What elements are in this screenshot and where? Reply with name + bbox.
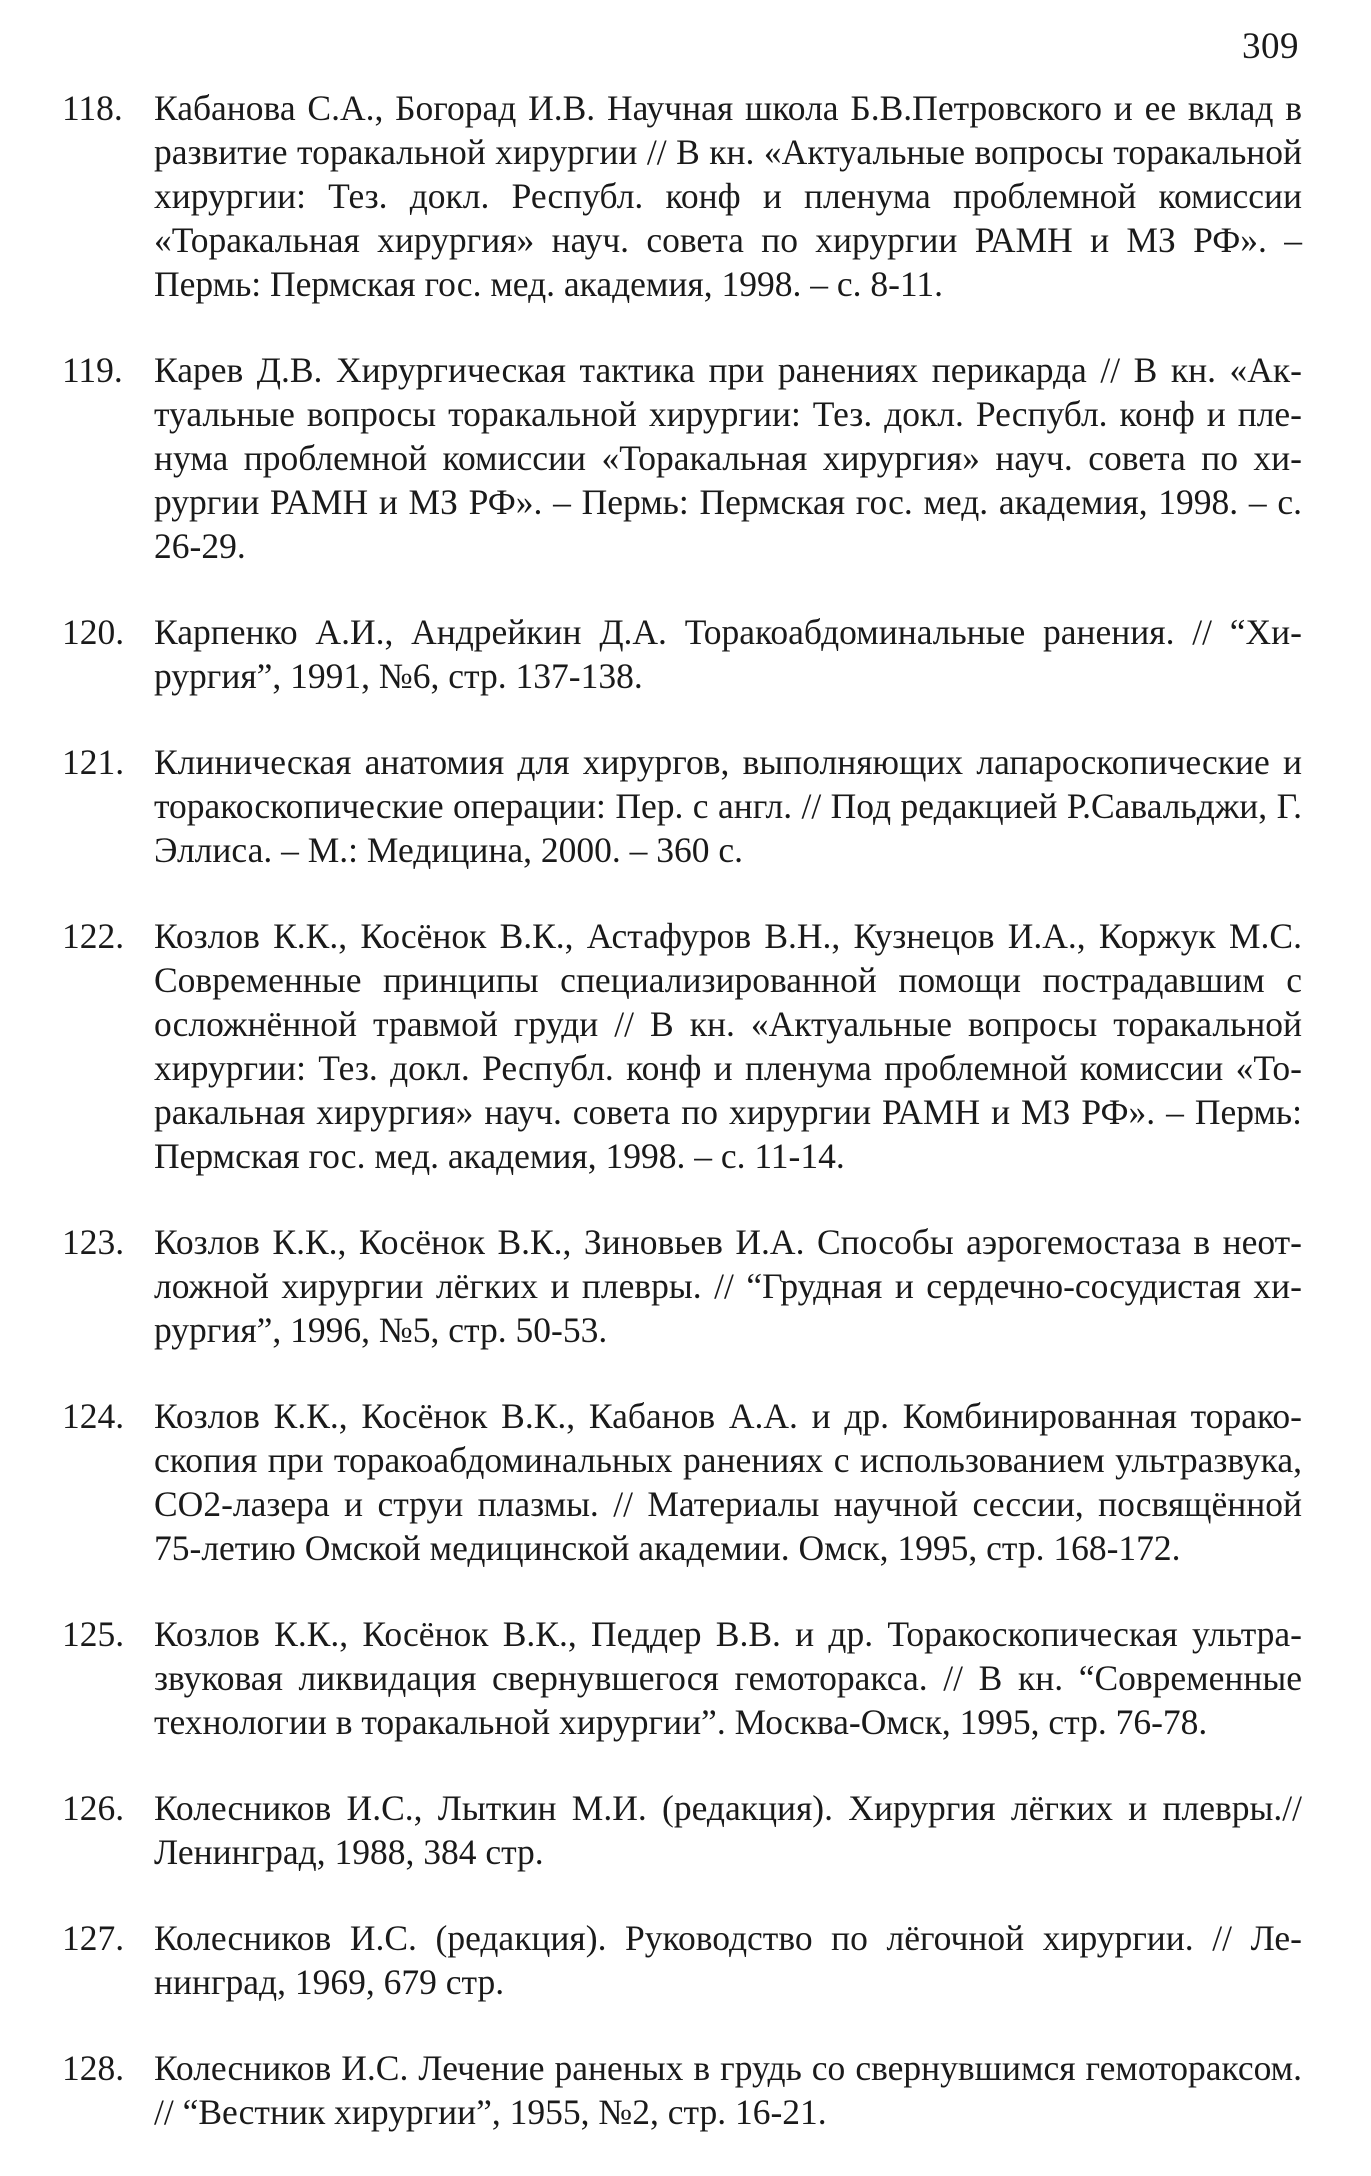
reference-number: 126. [62, 1788, 125, 1828]
reference-text: Козлов К.К., Косёнок В.К., Зиновьев И.А. Способы аэрогемостаза в неотложной хирургии лёгких и плевры. // “Грудная и сердечно-сосудистая хирургия”, 1996, №5, стр. 50-53. [154, 1222, 1302, 1350]
reference-text: Колесников И.С., Лыткин М.И. (редакция). Хирургия лёгких и плевры.// Ленинград, 1988, 384 стр. [154, 1788, 1302, 1872]
reference-number: 127. [62, 1918, 125, 1958]
reference-item [62, 1786, 1302, 1874]
reference-number: 120. [62, 612, 125, 652]
reference-number: 128. [62, 2048, 125, 2088]
reference-number: 124. [62, 1396, 125, 1436]
reference-item [62, 86, 1302, 306]
reference-number: 121. [62, 742, 125, 782]
reference-item [62, 348, 1302, 568]
reference-number: 118. [62, 88, 123, 128]
reference-text: Карпенко А.И., Андрейкин Д.А. Торакоабдоминальные ранения. // “Хирургия”, 1991, №6, стр. 137-138. [154, 612, 1302, 696]
reference-item [62, 1220, 1302, 1352]
reference-item [62, 2046, 1302, 2134]
reference-text: Кабанова С.А., Богорад И.В. Научная школа Б.В.Петровского и ее вклад в развитие торакальной хирургии // В кн. «Актуальные вопросы торакальной хирургии: Тез. докл. Республ. конф и пленума проблемной комиссии «Торакальная хирургия» науч. совета по хирургии РАМН и МЗ РФ». – Пермь: Пермская гос. мед. академия, 1998. – с. 8-11. [154, 88, 1302, 304]
reference-text: Козлов К.К., Косёнок В.К., Педдер В.В. и др. Торакоскопическая ультразвуковая ликвидация свернувшегося гемоторакса. // В кн. “Современные технологии в торакальной хирургии”. Москва-Омск, 1995, стр. 76-78. [154, 1614, 1302, 1742]
reference-text: Козлов К.К., Косёнок В.К., Астафуров В.Н., Кузнецов И.А., Коржук М.С. Современные принципы специализированной помощи пострадавшим с осложнённой травмой груди // В кн. «Актуальные вопросы торакальной хирургии: Тез. докл. Республ. конф и пленума проблемной комиссии «Торакальная хирургия» науч. совета по хирургии РАМН и МЗ РФ». – Пермь: Пермская гос. мед. академия, 1998. – с. 11-14. [154, 916, 1302, 1176]
reference-list [62, 86, 1302, 2176]
reference-item [62, 740, 1302, 872]
reference-number: 125. [62, 1614, 125, 1654]
reference-number: 122. [62, 916, 125, 956]
reference-item [62, 1916, 1302, 2004]
reference-number: 119. [62, 350, 123, 390]
reference-item [62, 610, 1302, 698]
reference-item [62, 914, 1302, 1178]
reference-number: 123. [62, 1222, 125, 1262]
reference-text: Карев Д.В. Хирургическая тактика при ранениях перикарда // В кн. «Актуальные вопросы торакальной хирургии: Тез. докл. Республ. конф и пленума проблемной комиссии «Торакальная хирургия» науч. совета по хирургии РАМН и МЗ РФ». – Пермь: Пермская гос. мед. академия, 1998. – с. 26-29. [154, 350, 1302, 566]
reference-text: Колесников И.С. (редакция). Руководство по лёгочной хирургии. // Ленинград, 1969, 679 стр. [154, 1918, 1302, 2002]
reference-text: Колесников И.С. Лечение раненых в грудь со свернувшимся гемотораксом. // “Вестник хирургии”, 1955, №2, стр. 16-21. [154, 2048, 1302, 2132]
reference-item [62, 1394, 1302, 1570]
reference-text: Клиническая анатомия для хирургов, выполняющих лапароскопические и торакоскопические операции: Пер. с англ. // Под редакцией Р.Савальджи, Г. Эллиса. – М.: Медицина, 2000. – 360 с. [154, 742, 1302, 870]
reference-text: Козлов К.К., Косёнок В.К., Кабанов А.А. и др. Комбинированная торакоскопия при торакоабдоминальных ранениях с использованием ультразвука, СО2-лазера и струи плазмы. // Материалы научной сессии, посвящённой 75-летию Омской медицинской академии. Омск, 1995, стр. 168-172. [154, 1396, 1302, 1568]
reference-item [62, 1612, 1302, 1744]
page-number: 309 [1242, 26, 1299, 67]
